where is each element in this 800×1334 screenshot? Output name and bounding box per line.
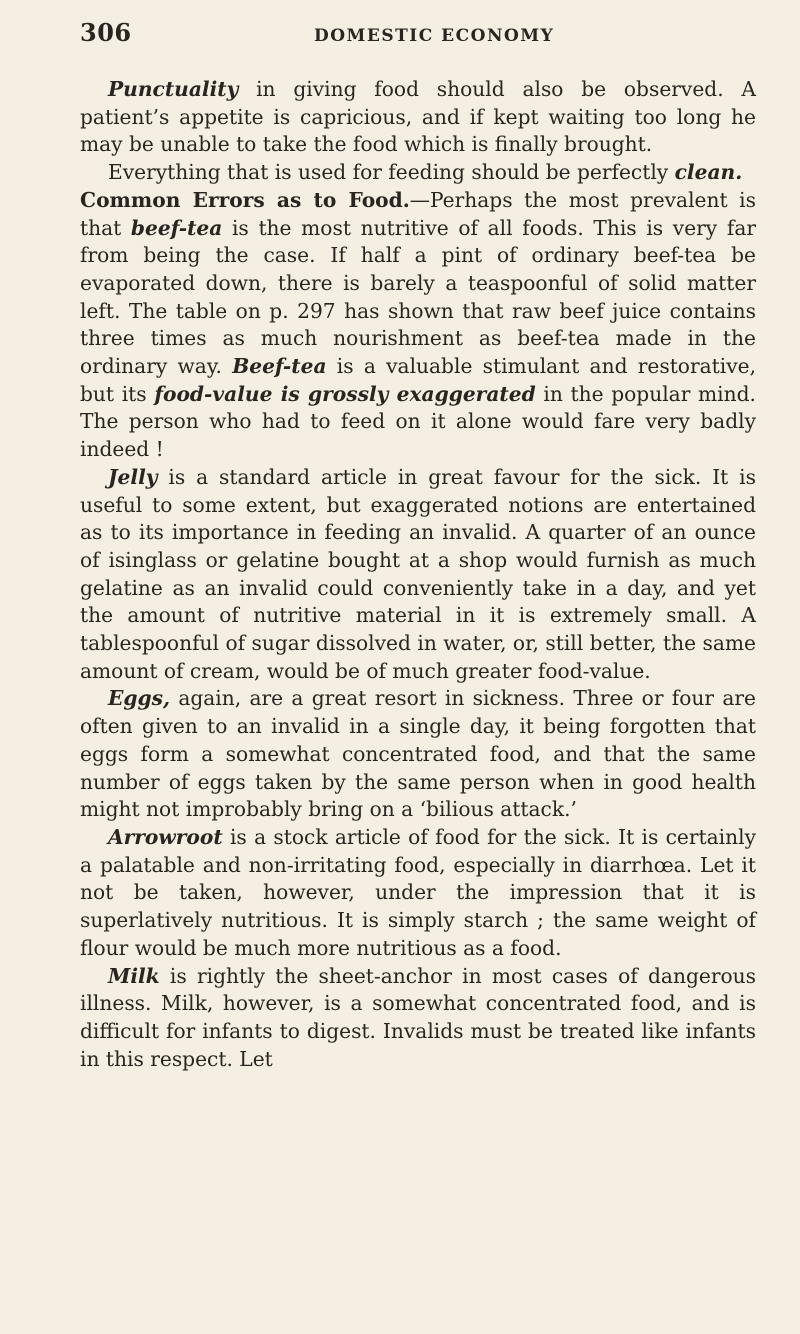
term-beef-tea: Beef-tea [232,354,327,379]
text: —Perhaps the most prevalent is that [80,187,756,240]
text: in the popular mind. The person who had to feed on it alone would fare very badly indeed ! [80,381,756,462]
paragraph-arrowroot [80,824,756,963]
text: Everything that is used for feeding should be perfectly [108,160,675,185]
paragraph-clean [80,159,756,187]
text: in giving food should also be observed. A patient’s appetite is capricious, and if kept waiting too long he may be unable to take the food which is finally brought. [80,77,756,157]
text: is a valuable stimulant and restorative, but its [80,354,756,406]
text: is a standard article in great favour for the sick. It is useful to some extent, but exaggerated notions are entertained as to its importance in feeding an invalid. A quarter of an ounce of isinglass or gelatine bought at a shop would furnish as much gelatine as an invalid could conveniently take in a day, and yet the amount of nutritive material in it is extremely small. A tablespoonful of sugar dissolved in water, or, still better, the same amount of cream, would be of much greater food-value. [80,464,756,683]
term-clean: clean. [674,160,743,185]
section-heading: Common Errors as to Food. [80,187,410,212]
paragraph-punctuality [80,76,756,159]
text: again, are a great resort in sickness. Three or four are often given to an invalid in a single day, it being forgotten that eggs form a somewhat concentrated food, and that the same number of eggs taken by the same person when in good health might not improbably bring on a ‘bilious attack.’ [80,686,756,822]
term-punctuality: Punctuality [108,77,239,101]
paragraph-common-errors [80,187,756,464]
text: is rightly the sheet-anchor in most cases of dangerous illness. Milk, however, is a somewhat concentrated food, and is difficult for infants to digest. Invalids must be treated like infants in this respect. Let [80,963,756,1071]
term-jelly: Jelly [108,464,158,489]
running-head [80,18,756,62]
page-number: 306 [80,18,132,47]
term-food-value: food-value is grossly exaggerated [154,381,536,406]
paragraph-eggs [80,685,756,824]
text: is a stock article of food for the sick. It is certainly a palatable and non-irritating food, especially in diarrhœa. Let it not be taken, however, under the impression that it is superlatively nutritious. It is simply starch ; the same weight of flour would be much more nutritious as a food. [80,824,756,960]
term-milk: Milk [108,963,160,988]
body-text [80,76,756,1073]
paragraph-milk [80,963,756,1074]
term-arrowroot: Arrowroot [108,824,223,849]
term-eggs: Eggs, [108,686,171,711]
running-title: DOMESTIC ECONOMY [314,26,555,46]
paragraph-jelly [80,464,756,686]
term-beef-tea: beef-tea [130,215,223,240]
text: is the most nutritive of all foods. This is very far from being the case. If half a pint of ordinary beef-tea be evaporated down, there is barely a teaspoonful of solid matter left. The table on p. 297 has shown that raw beef juice contains three times as much nourishment as beef-tea made in the ordinary way. [80,215,756,379]
